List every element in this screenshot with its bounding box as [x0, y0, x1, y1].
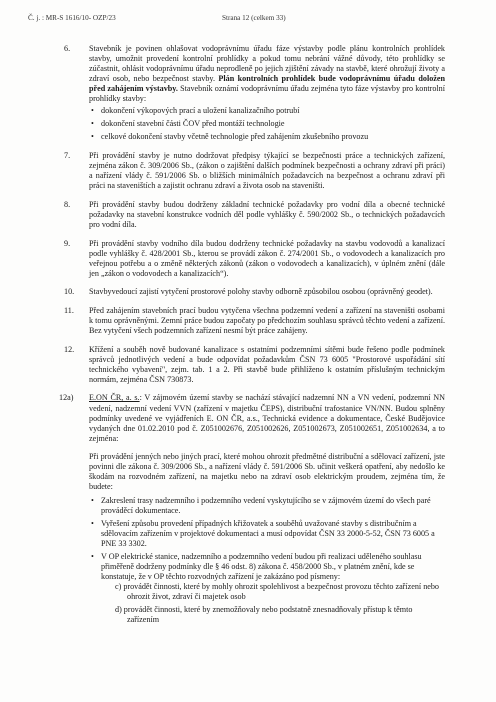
item-number: 7. — [64, 151, 71, 161]
bold-requirement: Plán kontrolních prohlídek bude vodoprávnímu úřadu doložen před zahájením výstavby. — [89, 74, 445, 94]
item-text: Před zahájením stavebních prací budou vytyčena všechna podzemní vedení a zařízení na staveništi osobami k tomu oprávněnými. Zemní práce budou započaty po předchozím souhlasu správců těchto vedení a zařízení. Bez vytyčení všech podzemních zařízení nesmí být práce zahájeny. — [89, 305, 445, 336]
item-text: E.ON ČR, a. s.: V zájmovém území stavby se nachází stávající nadzemní NN a VN vedení, podzemní NN vedení, nadzemní vedení VVN (zařízení v majetku ČEPS), distribuční trafostanice VN/NN. Budou splněny podmínky uvedené ve vyjádřeních E. ON ČR, a.s., Technická evidence a dokumentace, České Budějovice vydaných dne 01.02.2010 pod č. Z051002676, Z051002626, Z051002673, Z051002651, Z051002634, a to zejména: — [89, 393, 445, 443]
condition-9 — [0, 239, 496, 279]
list-item: • Zakreslení trasy nadzemního i podzemního vedení vyskytujícího se v zájmovém území do všech paré prováděcí dokumentace. — [89, 496, 445, 516]
condition-12a — [0, 393, 496, 625]
reference-number: Č. j. : MR-S 1616/10- OZP/23 — [28, 14, 116, 22]
bullet-list — [89, 106, 445, 142]
condition-7 — [0, 151, 496, 191]
item-number: 11. — [64, 305, 74, 315]
item-text: Při provádění stavby budou dodrženy základní technické požadavky pro vodní díla a obecné technické požadavky na stavební konstrukce vodních děl podle vyhlášky č. 590/2002 Sb., o technických požadavcích pro vodní díla. — [89, 199, 445, 229]
item-number: 6. — [64, 44, 71, 53]
list-item: • V OP elektrické stanice, nadzemního a podzemního vedení budou při realizaci uděleného souhlasu přiměřeně dodrženy podmínky dle § 46 odst. 8) zákona č. 458/2000 Sb., v platném znění, kde se konstatuje, že v OP těchto rozvodných zařízení je zakázáno pod písmeny: c) provádět činnosti, které by mohly ohrozit spolehlivost a bezpečnost provozu těchto zařízení nebo ohrozit život, zdraví či majetek osob d) provádět činnosti, které by znemožňovaly nebo podstatně znesnadňovaly přístup k těmto zařízením — [89, 552, 445, 625]
list-item: • dokončení výkopových prací a uložení kanalizačního potrubí — [89, 106, 445, 116]
item-number: 10. — [64, 287, 75, 297]
item-text-2: Při provádění jenných nebo jiných prací, které mohou ohrozit předmětné distribuční a sdělovací zařízení, jste povinni dle zákona č. 309/2006 Sb., a nařízení vlády č. 591/2006 Sb. učinit veškerá opatření, aby nedošlo ke škodám na rozvodném zařízení, na majetku nebo na zdraví osob elektrickým proudem, zejména tím, že budete: — [89, 451, 445, 491]
list-item: • dokončení stavební části ČOV před montáží technologie — [89, 119, 445, 129]
item-number: 9. — [64, 238, 71, 248]
condition-6 — [0, 44, 496, 142]
page-number: Strana 12 (celkem 33) — [222, 14, 286, 22]
sub-item-c: c) provádět činnosti, které by mohly ohrozit spolehlivost a bezpečnost provozu těchto zařízení nebo ohrozit život, zdraví či majetek osob — [115, 582, 439, 602]
list-item: • Vyřešení způsobu provedení případných křižovatek a souběhů uvažované stavby s distribučním a sdělovacím zařízením v projektové dokumentaci a musí odpovídat ČSN 33 2000-5-52, ČSN 73 6005 a PNE 33 3302. — [89, 519, 445, 549]
condition-11 — [0, 306, 496, 336]
item-text: Stavebník je povinen ohlašovat vodoprávnímu úřadu fáze výstavby podle plánu kontrolních prohlídek stavby, umožnit provedení kontrolní prohlídky a pokud tomu nebrání vážné důvody, této prohlídky se zúčastnit, ohlásit vodoprávnímu úřadu neprodleně po jejich zjištění závady na stavbě, které ohrožují životy a zdraví osob, nebo bezpečnost stavby. Plán kontrolních prohlídek bude vodoprávnímu úřadu doložen před zahájením výstavby. Stavebník oznámí vodoprávnímu úřadu zejména tyto fáze výstavby pro kontrolní prohlídky stavby: — [89, 44, 445, 104]
document-body — [0, 44, 496, 634]
item-text: Křížení a souběh nově budované kanalizace s ostatními podzemními sítěmi bude řešeno podle podmínek správců jednotlivých vedení a bude odpovídat požadavkům ČSN 73 6005 "Prostorové uspořádání sítí technického vybavení", zejm. tab. 1 a 2. Při stavbě bude přihlíženo k ostatním příslušným technickým normám, zejména ČSN 730873. — [89, 344, 445, 384]
bullet-list — [89, 496, 445, 626]
condition-10 — [0, 287, 496, 297]
item-number: 12a) — [59, 393, 74, 403]
item-text: Stavbyvedoucí zajistí vytyčení prostorové polohy stavby odborně způsobilou osobou (oprávněný geodet). — [89, 287, 433, 297]
sub-item-d: d) provádět činnosti, které by znemožňovaly nebo podstatně znesnadňovaly přístup k těmto zařízením — [115, 605, 413, 625]
list-item: • celkové dokončení stavby včetně technologie před zahájením zkušebního provozu — [89, 132, 445, 142]
item-number: 8. — [64, 199, 71, 209]
item-text: Při provádění stavby vodního díla budou dodrženy technické požadavky na stavbu vodovodů a kanalizací podle vyhlášky č. 428/2001 Sb., kterou se provádí zákon č. 274/2001 Sb., o vodovodech a kanalizacích pro veřejnou potřebu a o změně některých zákonů (zákon o vodovodech a kanalizacích), v úplném znění (dále jen „zákon o vodovodech a kanalizacích“). — [89, 238, 445, 278]
item-number: 12. — [64, 344, 75, 354]
condition-12 — [0, 345, 496, 385]
company-name: E.ON ČR, a. s. — [89, 393, 140, 403]
item-text: Při provádění stavby je nutno dodržovat předpisy týkající se bezpečnosti práce a technických zařízení, zejména zákon č. 309/2006 Sb., (zákon o zajištění dalších podmínek bezpečnosti a ochrany zdraví při práci) a nařízení vlády č. 591/2006 Sb. o bližších minimálních požadavcích na bezpečnost a ochranu zdraví při práci na staveništích a zajistit ochranu zdraví a života osob na staveništi. — [89, 151, 445, 191]
condition-8 — [0, 200, 496, 230]
